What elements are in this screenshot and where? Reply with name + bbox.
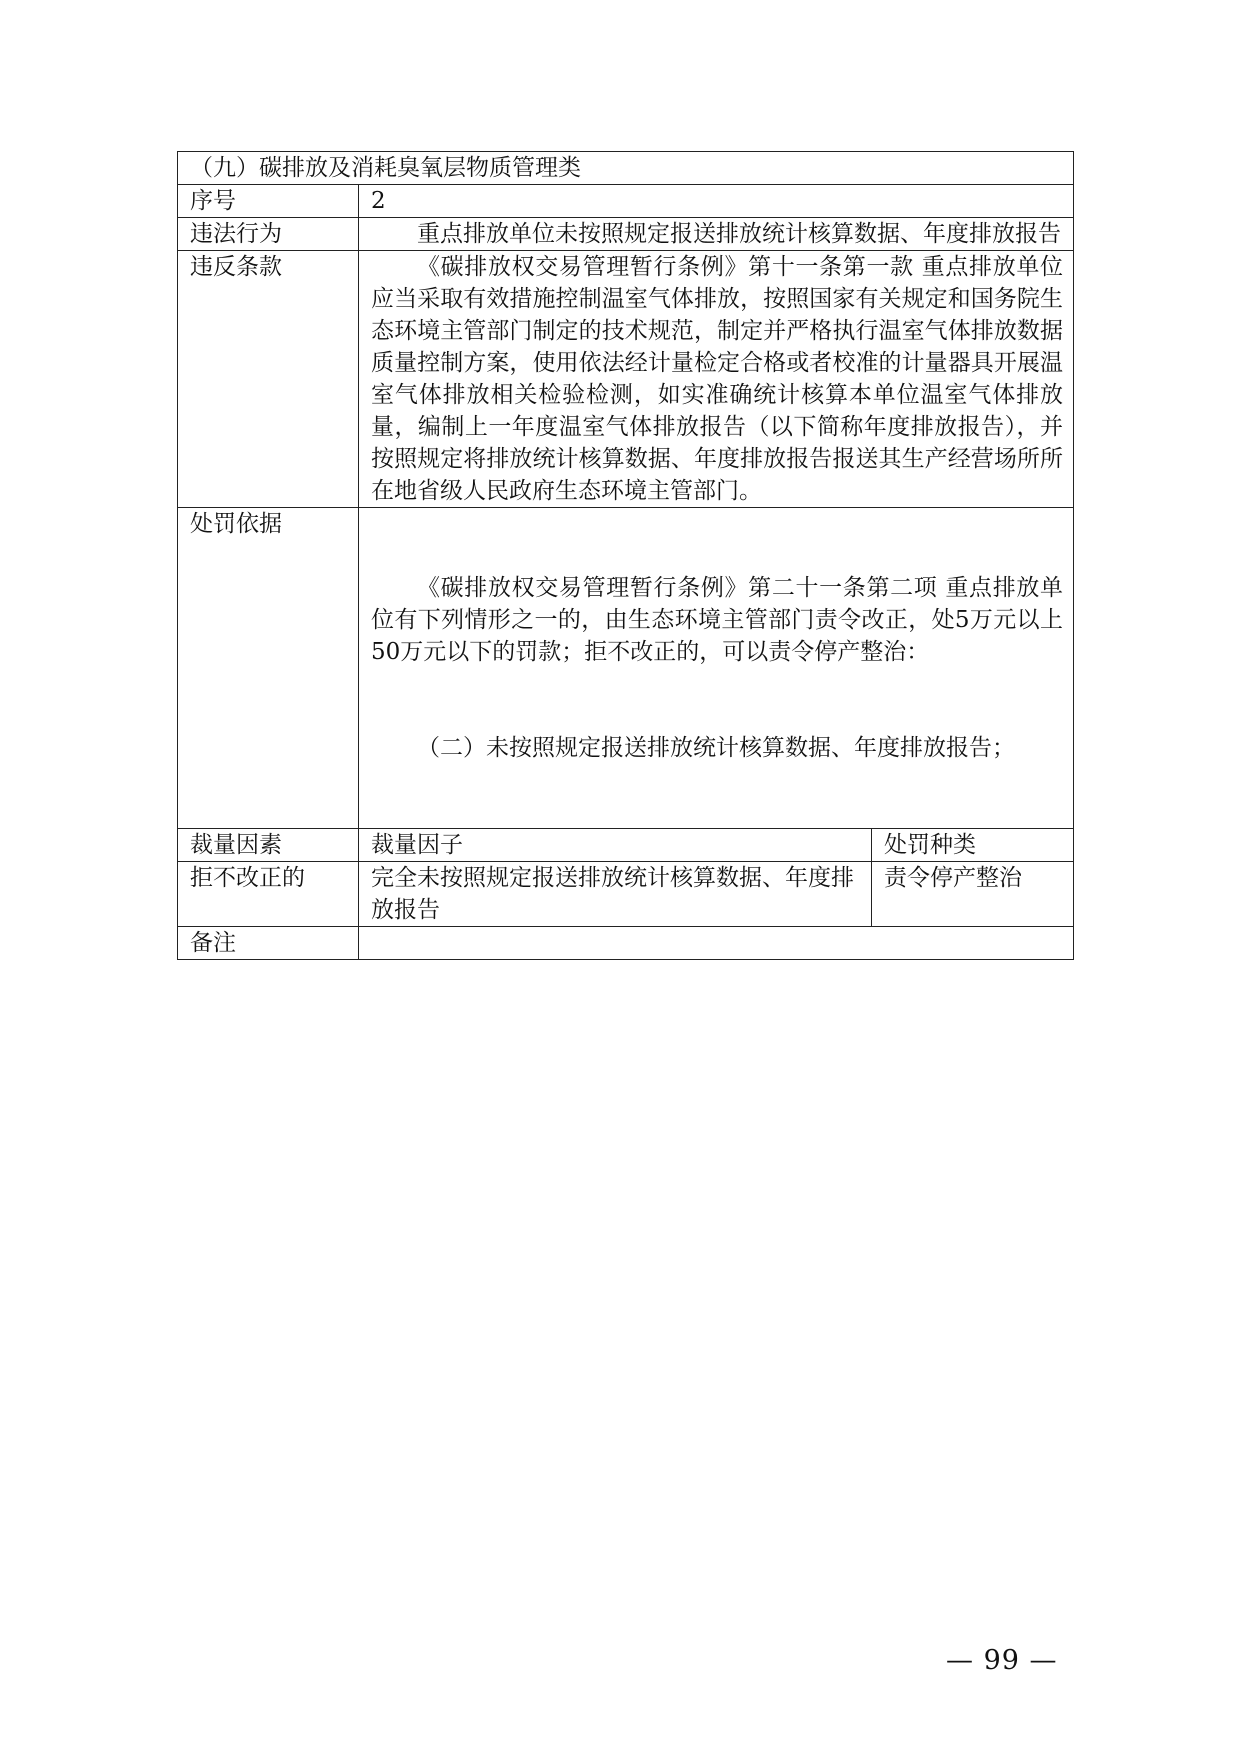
refuse-to-correct-penalty: 责令停产整治 xyxy=(872,862,1074,927)
discretion-factors-label: 裁量因素 xyxy=(178,829,359,862)
penalty-standard-table xyxy=(177,151,1074,960)
serial-label: 序号 xyxy=(178,185,359,218)
violated-clause-text: 《碳排放权交易管理暂行条例》第十一条第一款 重点排放单位应当采取有效措施控制温室气体排放，按照国家有关规定和国务院生态环境主管部门制定的技术规范，制定并严格执行温室气体排放数据质量控制方案，使用依法经计量检定合格或者校准的计量器具开展温室气体排放相关检验检测，如实准确统计核算本单位温室气体排放量，编制上一年度温室气体排放报告（以下简称年度排放报告），并按照规定将排放统计核算数据、年度排放报告报送其生产经营场所所在地省级人民政府生态环境主管部门。 xyxy=(371,254,1063,504)
refuse-to-correct-row xyxy=(178,862,1074,927)
refuse-to-correct-label: 拒不改正的 xyxy=(178,862,359,927)
discretion-factor-header: 裁量因子 xyxy=(359,829,872,862)
penalty-basis-item: （二）未按照规定报送排放统计核算数据、年度排放报告； xyxy=(417,735,1015,761)
violation-label: 违法行为 xyxy=(178,218,359,251)
refuse-to-correct-factor: 完全未按照规定报送排放统计核算数据、年度排放报告 xyxy=(359,862,872,927)
penalty-type-header: 处罚种类 xyxy=(872,829,1074,862)
discretion-header-row xyxy=(178,829,1074,862)
remarks-label: 备注 xyxy=(178,927,359,960)
penalty-basis-value xyxy=(359,508,1074,829)
penalty-basis-row xyxy=(178,508,1074,829)
remarks-row xyxy=(178,927,1074,960)
section-title-row xyxy=(178,152,1074,185)
violation-text: 重点排放单位未按照规定报送排放统计核算数据、年度排放报告 xyxy=(417,221,1061,247)
violated-clause-label: 违反条款 xyxy=(178,251,359,508)
violation-row xyxy=(178,218,1074,251)
violated-clause-value xyxy=(359,251,1074,508)
page-number: — 99 — xyxy=(946,1645,1058,1676)
violated-clause-row xyxy=(178,251,1074,508)
penalty-basis-label: 处罚依据 xyxy=(178,508,359,829)
serial-value: 2 xyxy=(359,185,1074,218)
remarks-value xyxy=(359,927,1074,960)
violation-value xyxy=(359,218,1074,251)
serial-row xyxy=(178,185,1074,218)
penalty-basis-text: 《碳排放权交易管理暂行条例》第二十一条第二项 重点排放单位有下列情形之一的，由生态环境主管部门责令改正，处5万元以上50万元以下的罚款；拒不改正的，可以责令停产整治： xyxy=(371,575,1063,665)
section-title: （九）碳排放及消耗臭氧层物质管理类 xyxy=(178,152,1074,185)
